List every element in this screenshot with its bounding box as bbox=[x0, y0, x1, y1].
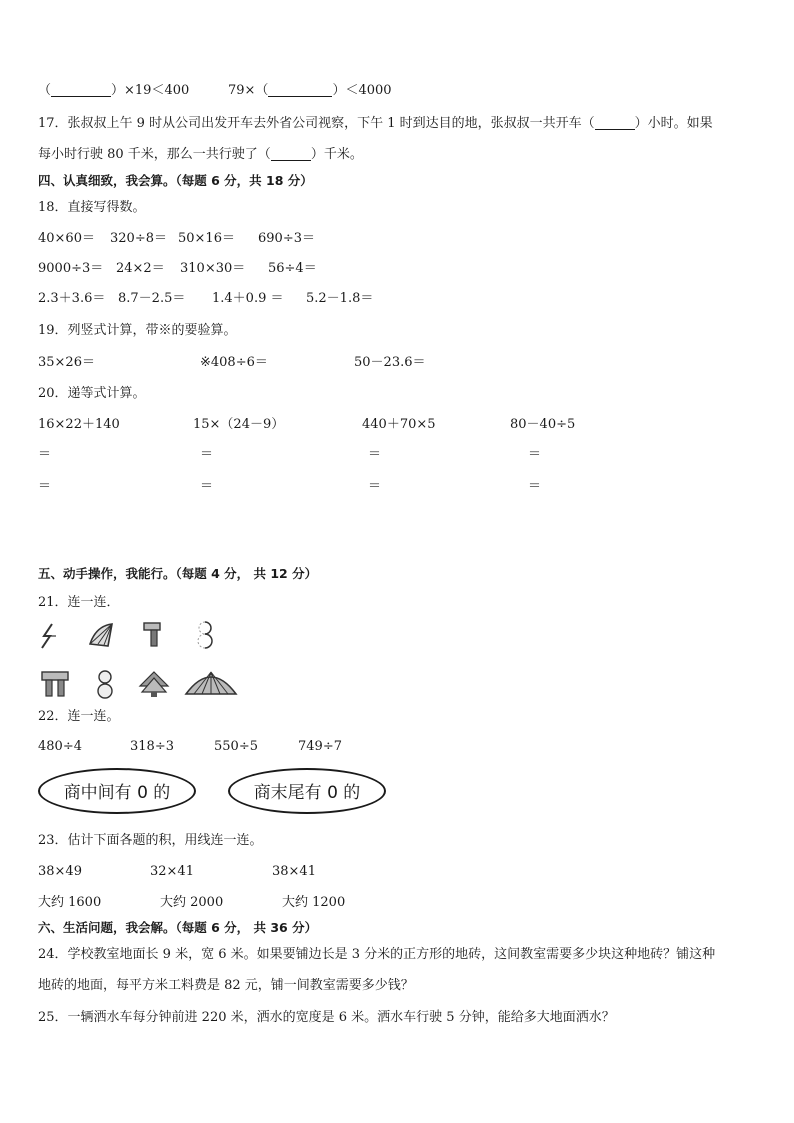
section-heading-6: 六、生活问题，我会解。（每题 6 分， 共 36 分） bbox=[38, 920, 318, 935]
umbrella-icon[interactable] bbox=[184, 668, 238, 698]
q18-item: 24×2＝ bbox=[116, 261, 165, 276]
q18-item: 5.2－1.8＝ bbox=[306, 291, 374, 306]
equals-sign: ＝ bbox=[528, 479, 542, 494]
q18-item: 1.4＋0.9 ＝ bbox=[212, 291, 284, 306]
tree-icon[interactable] bbox=[138, 670, 170, 698]
q23-answer: 大约 1200 bbox=[282, 895, 346, 910]
equals-sign: ＝ bbox=[200, 447, 214, 462]
q18-item: 310×30＝ bbox=[180, 261, 246, 276]
q18-item: 50×16＝ bbox=[178, 231, 235, 246]
answer-oval-end-zero[interactable] bbox=[228, 768, 386, 814]
fill-in-line-b bbox=[228, 84, 392, 97]
answer-blank[interactable] bbox=[51, 96, 111, 97]
question-19-title: 19．列竖式计算，带※的要验算。 bbox=[38, 323, 237, 338]
stool-half-icon[interactable] bbox=[142, 620, 164, 650]
q18-item: 2.3＋3.6＝ bbox=[38, 291, 106, 306]
q18-item: 56÷4＝ bbox=[268, 261, 317, 276]
text: （ bbox=[38, 83, 52, 98]
equals-sign: ＝ bbox=[200, 479, 214, 494]
question-21-title: 21．连一连． bbox=[38, 595, 120, 610]
snowman-icon[interactable] bbox=[94, 668, 116, 700]
question-25-line1: 25．一辆洒水车每分钟前进 220 米，洒水的宽度是 6 米。洒水车行驶 5 分钟，能给多大地面洒水？ bbox=[38, 1010, 615, 1025]
question-24-line2: 地砖的地面，每平方米工料费是 82 元，铺一间教室需要多少钱？ bbox=[38, 978, 414, 993]
question-20-title: 20．递等式计算。 bbox=[38, 386, 146, 401]
answer-blank[interactable] bbox=[595, 129, 635, 130]
q20-item: 80－40÷5 bbox=[510, 417, 576, 432]
snowman-half-icon[interactable] bbox=[196, 619, 214, 651]
section-heading-5: 五、动手操作，我能行。（每题 4 分， 共 12 分） bbox=[38, 566, 318, 581]
q23-item: 38×49 bbox=[38, 864, 82, 879]
equals-sign: ＝ bbox=[38, 447, 52, 462]
question-22-title: 22．连一连。 bbox=[38, 709, 120, 724]
oval-label: 商末尾有 0 的 bbox=[253, 783, 361, 803]
question-24-line1: 24．学校教室地面长 9 米，宽 6 米。如果要铺边长是 3 分米的正方形的地砖，这间教室需要多少块这种地砖？铺这种 bbox=[38, 947, 716, 962]
q23-answer: 大约 2000 bbox=[160, 895, 224, 910]
lightning-half-icon[interactable] bbox=[38, 622, 60, 650]
q19-item: ※408÷6＝ bbox=[200, 355, 268, 370]
q18-item: 9000÷3＝ bbox=[38, 261, 104, 276]
equals-sign: ＝ bbox=[528, 447, 542, 462]
text: 每小时行驶 80 千米，那么一共行驶了（ bbox=[38, 147, 271, 162]
q22-item: 480÷4 bbox=[38, 739, 82, 754]
fill-in-line-a bbox=[38, 84, 189, 97]
q22-item: 550÷5 bbox=[214, 739, 258, 754]
answer-blank[interactable] bbox=[271, 160, 311, 161]
q18-item: 690÷3＝ bbox=[258, 231, 315, 246]
equals-sign: ＝ bbox=[368, 447, 382, 462]
oval-label: 商中间有 0 的 bbox=[63, 783, 171, 803]
equals-sign: ＝ bbox=[368, 479, 382, 494]
q23-item: 32×41 bbox=[150, 864, 194, 879]
q18-item: 8.7－2.5＝ bbox=[118, 291, 186, 306]
q18-item: 320÷8＝ bbox=[110, 231, 167, 246]
text: ）小时。如果 bbox=[634, 116, 713, 131]
answer-oval-middle-zero[interactable] bbox=[38, 768, 196, 814]
q22-item: 318÷3 bbox=[130, 739, 174, 754]
question-18-title: 18．直接写得数。 bbox=[38, 200, 146, 215]
text: ）＜4000 bbox=[332, 83, 392, 98]
text: ）千米。 bbox=[310, 147, 363, 162]
text: 17．张叔叔上午 9 时从公司出发开车去外省公司视察，下午 1 时到达目的地，张叔叔一共开车（ bbox=[38, 116, 595, 131]
answer-blank[interactable] bbox=[268, 96, 332, 97]
q23-answer: 大约 1600 bbox=[38, 895, 102, 910]
section-heading-4: 四、认真细致，我会算。（每题 6 分，共 18 分） bbox=[38, 173, 313, 188]
q19-item: 35×26＝ bbox=[38, 355, 95, 370]
q23-item: 38×41 bbox=[272, 864, 316, 879]
q22-item: 749÷7 bbox=[298, 739, 342, 754]
stool-icon[interactable] bbox=[40, 670, 70, 698]
q20-item: 15×（24－9） bbox=[193, 417, 285, 432]
umbrella-half-icon[interactable] bbox=[86, 620, 116, 650]
q18-item: 40×60＝ bbox=[38, 231, 95, 246]
question-17-line2 bbox=[38, 148, 363, 161]
text: 79×（ bbox=[228, 83, 269, 98]
q19-item: 50－23.6＝ bbox=[354, 355, 426, 370]
q20-item: 440＋70×5 bbox=[362, 417, 436, 432]
text: ）×19＜400 bbox=[111, 83, 190, 98]
question-23-title: 23．估计下面各题的积，用线连一连。 bbox=[38, 833, 263, 848]
q20-item: 16×22＋140 bbox=[38, 417, 120, 432]
question-17-line1 bbox=[38, 117, 713, 130]
equals-sign: ＝ bbox=[38, 479, 52, 494]
